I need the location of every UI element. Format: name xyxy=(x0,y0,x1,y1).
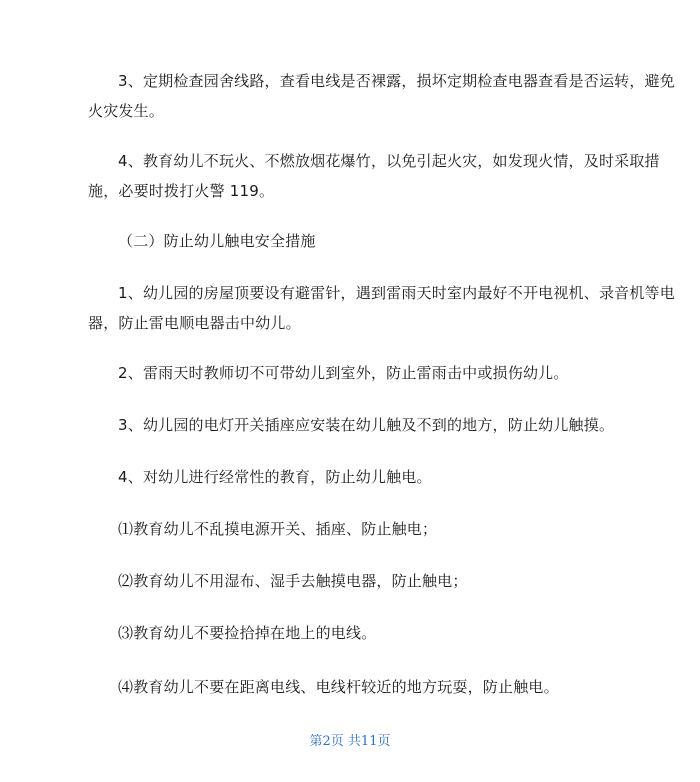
paragraph-thunderstorm-outdoor xyxy=(88,358,618,388)
list-item-no-pick-wire xyxy=(88,618,618,648)
list-item-text: ⑷教育幼儿不要在距离电线、电线杆较近的地方玩耍，防止触电。 xyxy=(118,678,559,696)
list-item-no-touch-switch xyxy=(88,514,618,544)
paragraph-line: 4、教育幼儿不玩火、不燃放烟花爆竹，以免引起火灾，如发现火情，及时采取措 xyxy=(118,152,660,170)
paragraph-line: 3、幼儿园的电灯开关插座应安装在幼儿触及不到的地方，防止幼儿触摸。 xyxy=(118,416,615,434)
list-item-text: ⑴教育幼儿不乱摸电源开关、插座、防止触电； xyxy=(118,520,438,538)
list-item-text: ⑵教育幼儿不用湿布、湿手去触摸电器，防止触电； xyxy=(118,572,468,590)
paragraph-line: 器，防止雷电顺电器击中幼儿。 xyxy=(88,314,301,332)
section-heading: （二）防止幼儿触电安全措施 xyxy=(118,232,316,250)
paragraph-line: 3、定期检查园舍线路，查看电线是否裸露，损坏定期检查电器查看是否运转，避免 xyxy=(118,72,675,90)
paragraph-fire-wiring-check xyxy=(88,66,675,126)
paragraph-line: 2、雷雨天时教师切不可带幼儿到室外，防止雷雨击中或损伤幼儿。 xyxy=(118,364,569,382)
paragraph-line: 1、幼儿园的房屋顶要设有避雷针，遇到雷雨天时室内最好不开电视机、录音机等电 xyxy=(118,284,675,302)
paragraph-lightning-rod xyxy=(88,278,675,338)
list-item-no-play-near-poles xyxy=(88,672,618,702)
list-item-no-wet-hands xyxy=(88,566,618,596)
page-number-footer: 第2页 共11页 xyxy=(309,734,391,749)
list-item-text: ⑶教育幼儿不要捡拾掉在地上的电线。 xyxy=(118,624,377,642)
paragraph-socket-placement xyxy=(88,410,618,440)
paragraph-fire-education xyxy=(88,146,660,206)
paragraph-regular-education xyxy=(88,462,618,492)
paragraph-line: 火灾发生。 xyxy=(88,102,165,120)
paragraph-line: 4、对幼儿进行经常性的教育，防止幼儿触电。 xyxy=(118,468,432,486)
paragraph-line: 施，必要时拨打火警 119。 xyxy=(88,182,275,200)
section-heading-electric-safety xyxy=(88,226,618,256)
